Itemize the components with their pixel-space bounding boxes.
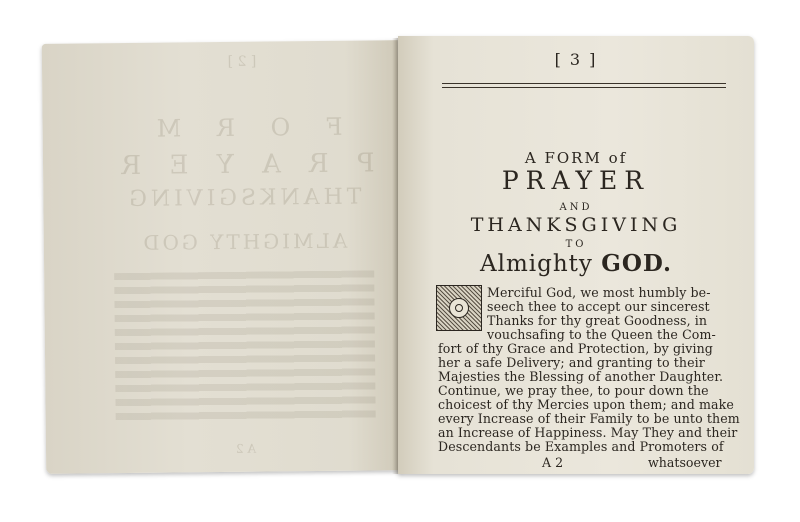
ghost-signature: A 2 — [235, 441, 257, 456]
title-line-and: AND — [559, 202, 593, 213]
header-rule — [442, 83, 726, 84]
left-page — [42, 40, 402, 474]
initial-o-ring — [449, 298, 469, 318]
catchword: whatsoever — [648, 455, 722, 470]
bleed-through-text — [92, 40, 396, 473]
title-almighty: Almighty — [479, 251, 602, 277]
body-line: Merciful God, we most humbly be- — [487, 285, 711, 300]
body-line: Continue, we pray thee, to pour down the — [438, 383, 709, 398]
title-line-prayer: PRAYER — [501, 166, 651, 195]
ghost-title-form: F O R M — [142, 112, 343, 143]
body-line: Descendants be Examples and Promoters of — [438, 439, 724, 454]
right-page — [398, 36, 754, 474]
body-line: Majesties the Blessing of another Daughter. — [438, 369, 724, 384]
header-rule — [442, 87, 726, 88]
title-line-almighty-god — [398, 250, 754, 277]
title-god: GOD. — [601, 250, 673, 277]
ghost-page-number: [ 2 ] — [227, 53, 257, 70]
body-line: fort of thy Grace and Protection, by giving — [438, 341, 713, 356]
signature-mark: A 2 — [542, 455, 564, 470]
ghost-title-god: ALMIGHTY GOD — [140, 228, 348, 255]
body-line: vouchsafing to the Queen the Com- — [487, 327, 716, 342]
title-line-form: A FORM of — [524, 149, 628, 167]
ghost-title-prayer: P R A Y E R — [111, 148, 375, 182]
title-line-to: TO — [565, 239, 587, 250]
ghost-title-thanksgiving: THANKSGIVING — [125, 184, 362, 213]
body-line: Thanks for thy great Goodness, in — [487, 313, 708, 328]
ghost-body-text — [114, 270, 376, 423]
body-line: an Increase of Happiness. May They and their — [438, 425, 738, 440]
title-line-thanksgiving: THANKSGIVING — [470, 214, 682, 236]
body-line: every Increase of their Family to be unto them — [438, 411, 740, 426]
body-line: seech thee to accept our sincerest — [487, 299, 710, 314]
page-number: [ 3 ] — [554, 50, 598, 69]
ornamental-initial-o — [436, 285, 482, 331]
body-line: her a safe Delivery; and granting to their — [438, 355, 705, 370]
body-line: choicest of thy Mercies upon them; and make — [438, 397, 734, 412]
